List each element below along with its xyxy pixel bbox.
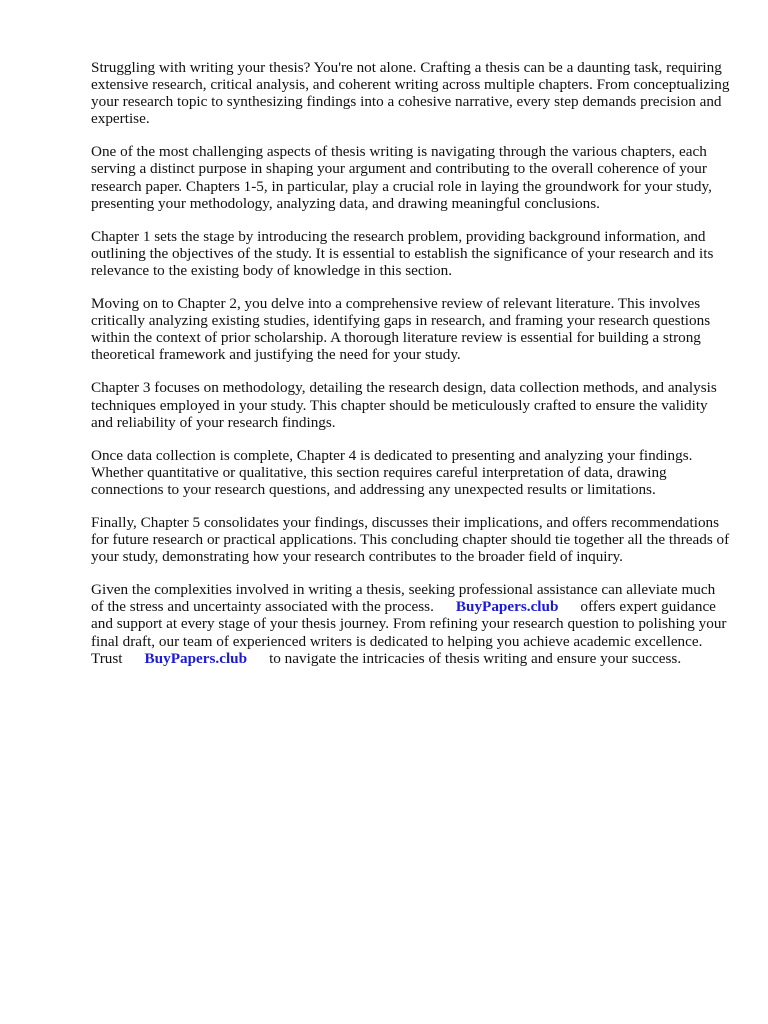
buypapers-link-1[interactable]: BuyPapers.club [455, 598, 559, 616]
paragraph-conclusion [91, 581, 731, 666]
paragraph-chapter-4: Once data collection is complete, Chapter 4 is dedicated to presenting and analyzing your findings. Whether quantitative or qualitative, this section requires careful interpretation of data, drawing connections to your research questions, and addressing any unexpected results or limitations. [91, 446, 693, 498]
paragraph-chapters-overview: One of the most challenging aspects of thesis writing is navigating through the various chapters, each serving a distinct purpose in shaping your argument and contributing to the overall coherence of your research paper. Chapters 1-5, in particular, play a crucial role in laying the groundwork for your study, presenting your methodology, analyzing data, and drawing meaningful conclusions. [91, 143, 712, 212]
buypapers-link-2[interactable]: BuyPapers.club [144, 649, 248, 667]
paragraph-chapter-5: Finally, Chapter 5 consolidates your findings, discusses their implications, and offers recommendations for future research or practical applications. This concluding chapter should tie together all the threads of your study, demonstrating how your research contributes to the broader field of inquiry. [91, 513, 730, 566]
document-page [91, 59, 731, 683]
paragraph-chapter-2: Moving on to Chapter 2, you delve into a comprehensive review of relevant literature. This involves critically analyzing existing studies, identifying gaps in research, and framing your research questions within the context of prior scholarship. A thorough literature review is essential for building a strong theoretical framework and justifying the need for your study. [91, 295, 711, 364]
paragraph-intro: Struggling with writing your thesis? You're not alone. Crafting a thesis can be a daunting task, requiring extensive research, critical analysis, and coherent writing across multiple chapters. From conceptualizing your research topic to synthesizing findings into a cohesive narrative, every step demands precision and expertise. [91, 59, 730, 128]
conclusion-text-part-3: to navigate the intricacies of thesis writing and ensure your success. [269, 649, 682, 667]
paragraph-chapter-3: Chapter 3 focuses on methodology, detailing the research design, data collection methods, and analysis techniques employed in your study. This chapter should be meticulously crafted to ensure the validity and reliability of your research findings. [91, 379, 717, 431]
conclusion-text-part-2: offers expert guidance and support at every stage of your thesis journey. From refining your research question to polishing your final draft, our team of experienced writers is dedicated to helping you achieve academic excellence. Trust [91, 598, 727, 667]
paragraph-chapter-1: Chapter 1 sets the stage by introducing the research problem, providing background information, and outlining the objectives of the study. It is essential to establish the significance of your research and its relevance to the existing body of knowledge in this section. [91, 227, 714, 279]
conclusion-text-part-1: Given the complexities involved in writing a thesis, seeking professional assistance can alleviate much of the stress and uncertainty associated with the process. [91, 581, 716, 616]
